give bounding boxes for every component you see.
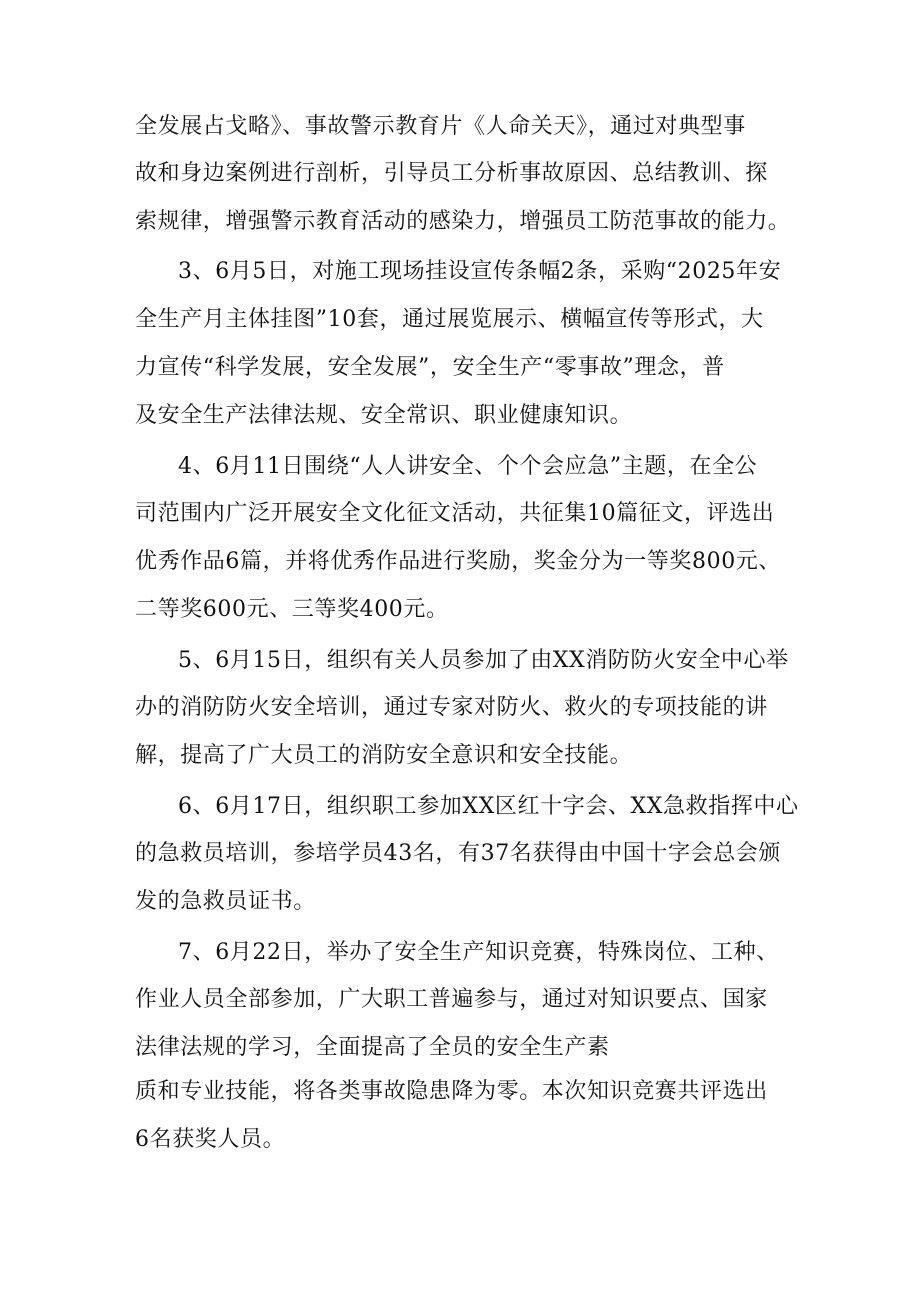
text-line: 4、6月11日围绕“人人讲安全、个个会应急”主题，在全公	[178, 454, 758, 479]
text-line: 质和专业技能，将各类事故隐患降为零。本次知识竞赛共评选出	[135, 1079, 768, 1104]
text-line: 办的消防防火安全培训，通过专家对防火、救火的专项技能的讲	[135, 695, 768, 720]
text-line: 司范围内广泛开展安全文化征文活动，共征集10篇征文，评选出	[135, 501, 775, 526]
text-line: 解，提高了广大员工的消防安全意识和安全技能。	[135, 743, 633, 768]
text-line: 全发展占戈略》、事故警示教育片《人命关天》，通过对典型事	[135, 114, 746, 139]
text-line: 3、6月5日，对施工现场挂设宣传条幅2条，采购“2025年安	[178, 259, 782, 284]
text-line: 二等奖600元、三等奖400元。	[135, 597, 449, 622]
text-line: 力宣传“科学发展，安全发展”，安全生产“零事故”理念，普	[135, 355, 725, 380]
text-line: 法律法规的学习，全面提高了全员的安全生产素	[135, 1035, 610, 1060]
text-line: 发的急救员证书。	[135, 889, 316, 914]
text-line: 6名获奖人员。	[135, 1127, 286, 1152]
text-line: 作业人员全部参加，广大职工普遍参与，通过对知识要点、国家	[135, 987, 768, 1012]
text-line: 6、6月17日，组织职工参加XX区红十字会、XX急救指挥中心	[178, 794, 799, 819]
text-line: 7、6月22日，举办了安全生产知识竞赛，特殊岗位、工种、	[178, 940, 779, 965]
text-line: 索规律，增强警示教育活动的感染力，增强员工防范事故的能力。	[135, 209, 791, 234]
text-line: 5、6月15日，组织有关人员参加了由XX消防防火安全中心举	[178, 648, 789, 673]
text-line: 优秀作品6篇，并将优秀作品进行奖励，奖金分为一等奖800元、	[135, 549, 781, 574]
text-line: 全生产月主体挂图”10套，通过展览展示、横幅宣传等形式，大	[135, 307, 764, 332]
text-line: 故和身边案例进行剖析，引导员工分析事故原因、总结教训、探	[135, 161, 768, 186]
text-line: 的急救员培训，参培学员43名，有37名获得由中国十字会总会颁	[135, 841, 781, 866]
text-line: 及安全生产法律法规、安全常识、职业健康知识。	[135, 403, 633, 428]
